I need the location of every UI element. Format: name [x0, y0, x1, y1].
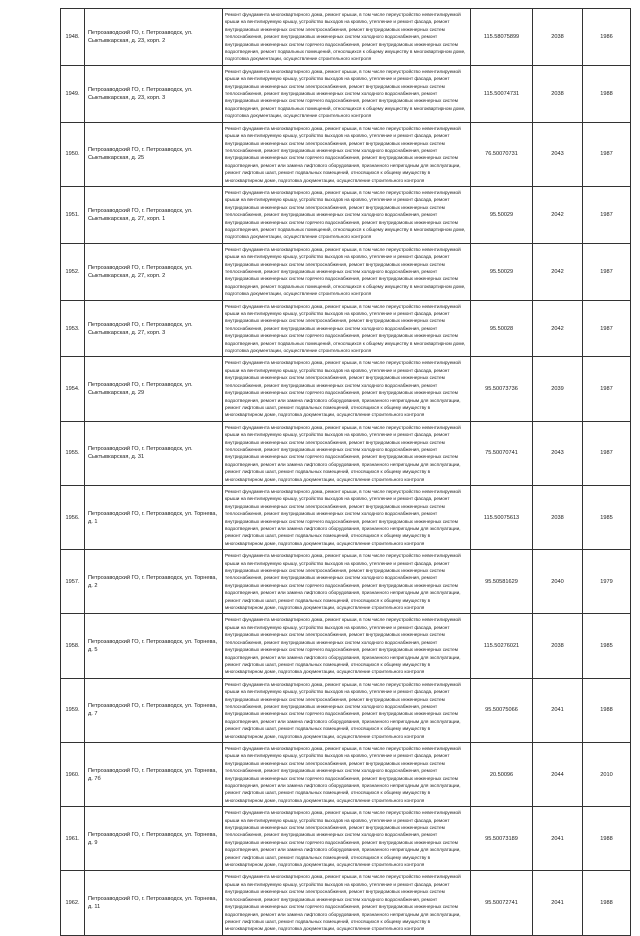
planned-year-cell: 2041	[533, 807, 583, 871]
planned-year-cell: 2038	[533, 65, 583, 122]
works-description-cell: Ремонт фундамента многоквартирного дома, ремонт крыши, в том числе переустройство невентилируемой крыши на вентилируемую крышу, устройство выходов на кровлю, утепление и ремонт фасада, ремонт внутридомовых инженерных систем электроснабжения, ремонт внутридомовых инженерных систем теплоснабжения, ремонт внутридомовых инженерных систем холодного водоснабжения, ремонт внутридомовых инженерных систем горячего водоснабжения, ремонт внутридомовых инженерных систем водоотведения, ремонт подвальных помещений, относящихся к общему имуществу в многоквартирном доме, подготовка документации, осуществление строительного контроля	[223, 243, 471, 300]
area-value-cell: 95.50073736	[471, 357, 533, 421]
area-value-cell: 95.50072741	[471, 871, 533, 935]
build-year-cell: 1987	[583, 186, 631, 243]
build-year-cell: 1987	[583, 300, 631, 357]
table-row	[61, 807, 631, 871]
table-row	[61, 300, 631, 357]
table-row	[61, 678, 631, 742]
works-description-cell: Ремонт фундамента многоквартирного дома, ремонт крыши, в том числе переустройство невентилируемой крыши на вентилируемую крышу, устройство выходов на кровлю, утепление и ремонт фасада, ремонт внутридомовых инженерных систем электроснабжения, ремонт внутридомовых инженерных систем теплоснабжения, ремонт внутридомовых инженерных систем холодного водоснабжения, ремонт внутридомовых инженерных систем горячего водоснабжения, ремонт внутридомовых инженерных систем водоотведения, ремонт или замена лифтового оборудования, признанного непригодным для эксплуатации, ремонт лифтовых шахт, ремонт подвальных помещений, относящихся к общему имуществу в многоквартирном доме, подготовка документации, осуществление строительного контроля	[223, 678, 471, 742]
table-row	[61, 550, 631, 614]
area-value-cell: 76.50070731	[471, 122, 533, 186]
area-value-cell: 75.50070741	[471, 421, 533, 485]
address-cell: Петрозаводский ГО, г. Петрозаводск, ул. Сыктывкарская, д. 25	[85, 122, 223, 186]
planned-year-cell: 2042	[533, 186, 583, 243]
build-year-cell: 2010	[583, 742, 631, 806]
planned-year-cell: 2039	[533, 357, 583, 421]
build-year-cell: 1986	[583, 9, 631, 66]
works-description-cell: Ремонт фундамента многоквартирного дома, ремонт крыши, в том числе переустройство невентилируемой крыши на вентилируемую крышу, устройство выходов на кровлю, утепление и ремонт фасада, ремонт внутридомовых инженерных систем электроснабжения, ремонт внутридомовых инженерных систем теплоснабжения, ремонт внутридомовых инженерных систем холодного водоснабжения, ремонт внутридомовых инженерных систем горячего водоснабжения, ремонт внутридомовых инженерных систем водоотведения, ремонт или замена лифтового оборудования, признанного непригодным для эксплуатации, ремонт лифтовых шахт, ремонт подвальных помещений, относящихся к общему имуществу в многоквартирном доме, подготовка документации, осуществление строительного контроля	[223, 742, 471, 806]
area-value-cell: 115.50276021	[471, 614, 533, 678]
row-number: 1957.	[61, 550, 85, 614]
build-year-cell: 1987	[583, 122, 631, 186]
address-cell: Петрозаводский ГО, г. Петрозаводск, ул. Торнева, д. 5	[85, 614, 223, 678]
planned-year-cell: 2042	[533, 300, 583, 357]
works-description-cell: Ремонт фундамента многоквартирного дома, ремонт крыши, в том числе переустройство невентилируемой крыши на вентилируемую крышу, устройство выходов на кровлю, утепление и ремонт фасада, ремонт внутридомовых инженерных систем электроснабжения, ремонт внутридомовых инженерных систем теплоснабжения, ремонт внутридомовых инженерных систем холодного водоснабжения, ремонт внутридомовых инженерных систем горячего водоснабжения, ремонт внутридомовых инженерных систем водоотведения, ремонт или замена лифтового оборудования, признанного непригодным для эксплуатации, ремонт лифтовых шахт, ремонт подвальных помещений, относящихся к общему имуществу в многоквартирном доме, подготовка документации, осуществление строительного контроля	[223, 807, 471, 871]
works-description-cell: Ремонт фундамента многоквартирного дома, ремонт крыши, в том числе переустройство невентилируемой крыши на вентилируемую крышу, устройство выходов на кровлю, утепление и ремонт фасада, ремонт внутридомовых инженерных систем электроснабжения, ремонт внутридомовых инженерных систем теплоснабжения, ремонт внутридомовых инженерных систем холодного водоснабжения, ремонт внутридомовых инженерных систем горячего водоснабжения, ремонт внутридомовых инженерных систем водоотведения, ремонт подвальных помещений, относящихся к общему имуществу в многоквартирном доме, подготовка документации, осуществление строительного контроля	[223, 9, 471, 66]
build-year-cell: 1988	[583, 807, 631, 871]
works-description-cell: Ремонт фундамента многоквартирного дома, ремонт крыши, в том числе переустройство невентилируемой крыши на вентилируемую крышу, устройство выходов на кровлю, утепление и ремонт фасада, ремонт внутридомовых инженерных систем электроснабжения, ремонт внутридомовых инженерных систем теплоснабжения, ремонт внутридомовых инженерных систем холодного водоснабжения, ремонт внутридомовых инженерных систем горячего водоснабжения, ремонт внутридомовых инженерных систем водоотведения, ремонт или замена лифтового оборудования, признанного непригодным для эксплуатации, ремонт лифтовых шахт, ремонт подвальных помещений, относящихся к общему имуществу в многоквартирном доме, подготовка документации, осуществление строительного контроля	[223, 550, 471, 614]
area-value-cell: 115.50074731	[471, 65, 533, 122]
area-value-cell: 20.50096	[471, 742, 533, 806]
build-year-cell: 1988	[583, 871, 631, 935]
row-number: 1950.	[61, 122, 85, 186]
works-description-cell: Ремонт фундамента многоквартирного дома, ремонт крыши, в том числе переустройство невентилируемой крыши на вентилируемую крышу, устройство выходов на кровлю, утепление и ремонт фасада, ремонт внутридомовых инженерных систем электроснабжения, ремонт внутридомовых инженерных систем теплоснабжения, ремонт внутридомовых инженерных систем холодного водоснабжения, ремонт внутридомовых инженерных систем горячего водоснабжения, ремонт внутридомовых инженерных систем водоотведения, ремонт подвальных помещений, относящихся к общему имуществу в многоквартирном доме, подготовка документации, осуществление строительного контроля	[223, 65, 471, 122]
works-description-cell: Ремонт фундамента многоквартирного дома, ремонт крыши, в том числе переустройство невентилируемой крыши на вентилируемую крышу, устройство выходов на кровлю, утепление и ремонт фасада, ремонт внутридомовых инженерных систем электроснабжения, ремонт внутридомовых инженерных систем теплоснабжения, ремонт внутридомовых инженерных систем холодного водоснабжения, ремонт внутридомовых инженерных систем горячего водоснабжения, ремонт внутридомовых инженерных систем водоотведения, ремонт или замена лифтового оборудования, признанного непригодным для эксплуатации, ремонт лифтовых шахт, ремонт подвальных помещений, относящихся к общему имуществу в многоквартирном доме, подготовка документации, осуществление строительного контроля	[223, 871, 471, 935]
row-number: 1961.	[61, 807, 85, 871]
table-row	[61, 243, 631, 300]
build-year-cell: 1987	[583, 357, 631, 421]
address-cell: Петрозаводский ГО, г. Петрозаводск, ул. Сыктывкарская, д. 27, корп. 3	[85, 300, 223, 357]
address-cell: Петрозаводский ГО, г. Петрозаводск, ул. Сыктывкарская, д. 23, корп. 3	[85, 65, 223, 122]
build-year-cell: 1987	[583, 421, 631, 485]
address-cell: Петрозаводский ГО, г. Петрозаводск, ул. Торнева, д. 1	[85, 485, 223, 549]
row-number: 1954.	[61, 357, 85, 421]
row-number: 1955.	[61, 421, 85, 485]
row-number: 1960.	[61, 742, 85, 806]
planned-year-cell: 2038	[533, 485, 583, 549]
address-cell: Петрозаводский ГО, г. Петрозаводск, ул. Сыктывкарская, д. 31	[85, 421, 223, 485]
planned-year-cell: 2044	[533, 742, 583, 806]
area-value-cell: 95.50581629	[471, 550, 533, 614]
table-row	[61, 742, 631, 806]
table-row	[61, 122, 631, 186]
row-number: 1956.	[61, 485, 85, 549]
build-year-cell: 1979	[583, 550, 631, 614]
table-row	[61, 485, 631, 549]
area-value-cell: 115.58075899	[471, 9, 533, 66]
works-description-cell: Ремонт фундамента многоквартирного дома, ремонт крыши, в том числе переустройство невентилируемой крыши на вентилируемую крышу, устройство выходов на кровлю, утепление и ремонт фасада, ремонт внутридомовых инженерных систем электроснабжения, ремонт внутридомовых инженерных систем теплоснабжения, ремонт внутридомовых инженерных систем холодного водоснабжения, ремонт внутридомовых инженерных систем горячего водоснабжения, ремонт внутридомовых инженерных систем водоотведения, ремонт подвальных помещений, относящихся к общему имуществу в многоквартирном доме, подготовка документации, осуществление строительного контроля	[223, 186, 471, 243]
row-number: 1951.	[61, 186, 85, 243]
build-year-cell: 1985	[583, 614, 631, 678]
address-cell: Петрозаводский ГО, г. Петрозаводск, ул. Сыктывкарская, д. 27, корп. 2	[85, 243, 223, 300]
address-cell: Петрозаводский ГО, г. Петрозаводск, ул. Торнева, д. 7б	[85, 742, 223, 806]
address-cell: Петрозаводский ГО, г. Петрозаводск, ул. Сыктывкарская, д. 23, корп. 2	[85, 9, 223, 66]
table-row	[61, 871, 631, 935]
address-cell: Петрозаводский ГО, г. Петрозаводск, ул. Торнева, д. 7	[85, 678, 223, 742]
table-row	[61, 421, 631, 485]
row-number: 1959.	[61, 678, 85, 742]
address-cell: Петрозаводский ГО, г. Петрозаводск, ул. Торнева, д. 2	[85, 550, 223, 614]
address-cell: Петрозаводский ГО, г. Петрозаводск, ул. Сыктывкарская, д. 27, корп. 1	[85, 186, 223, 243]
address-cell: Петрозаводский ГО, г. Петрозаводск, ул. Сыктывкарская, д. 29	[85, 357, 223, 421]
row-number: 1958.	[61, 614, 85, 678]
planned-year-cell: 2043	[533, 421, 583, 485]
works-description-cell: Ремонт фундамента многоквартирного дома, ремонт крыши, в том числе переустройство невентилируемой крыши на вентилируемую крышу, устройство выходов на кровлю, утепление и ремонт фасада, ремонт внутридомовых инженерных систем электроснабжения, ремонт внутридомовых инженерных систем теплоснабжения, ремонт внутридомовых инженерных систем холодного водоснабжения, ремонт внутридомовых инженерных систем горячего водоснабжения, ремонт внутридомовых инженерных систем водоотведения, ремонт подвальных помещений, относящихся к общему имуществу в многоквартирном доме, подготовка документации, осуществление строительного контроля	[223, 300, 471, 357]
area-value-cell: 95.50075066	[471, 678, 533, 742]
planned-year-cell: 2041	[533, 871, 583, 935]
table-row	[61, 614, 631, 678]
area-value-cell: 95.50073189	[471, 807, 533, 871]
table-row	[61, 65, 631, 122]
works-description-cell: Ремонт фундамента многоквартирного дома, ремонт крыши, в том числе переустройство невентилируемой крыши на вентилируемую крышу, устройство выходов на кровлю, утепление и ремонт фасада, ремонт внутридомовых инженерных систем электроснабжения, ремонт внутридомовых инженерных систем теплоснабжения, ремонт внутридомовых инженерных систем холодного водоснабжения, ремонт внутридомовых инженерных систем горячего водоснабжения, ремонт внутридомовых инженерных систем водоотведения, ремонт или замена лифтового оборудования, признанного непригодным для эксплуатации, ремонт лифтовых шахт, ремонт подвальных помещений, относящихся к общему имуществу в многоквартирном доме, подготовка документации, осуществление строительного контроля	[223, 421, 471, 485]
address-cell: Петрозаводский ГО, г. Петрозаводск, ул. Торнева, д. 11	[85, 871, 223, 935]
area-value-cell: 95.50029	[471, 243, 533, 300]
works-description-cell: Ремонт фундамента многоквартирного дома, ремонт крыши, в том числе переустройство невентилируемой крыши на вентилируемую крышу, устройство выходов на кровлю, утепление и ремонт фасада, ремонт внутридомовых инженерных систем электроснабжения, ремонт внутридомовых инженерных систем теплоснабжения, ремонт внутридомовых инженерных систем холодного водоснабжения, ремонт внутридомовых инженерных систем горячего водоснабжения, ремонт внутридомовых инженерных систем водоотведения, ремонт или замена лифтового оборудования, признанного непригодным для эксплуатации, ремонт лифтовых шахт, ремонт подвальных помещений, относящихся к общему имуществу в многоквартирном доме, подготовка документации, осуществление строительного контроля	[223, 122, 471, 186]
planned-year-cell: 2041	[533, 678, 583, 742]
works-description-cell: Ремонт фундамента многоквартирного дома, ремонт крыши, в том числе переустройство невентилируемой крыши на вентилируемую крышу, устройство выходов на кровлю, утепление и ремонт фасада, ремонт внутридомовых инженерных систем электроснабжения, ремонт внутридомовых инженерных систем теплоснабжения, ремонт внутридомовых инженерных систем холодного водоснабжения, ремонт внутридомовых инженерных систем горячего водоснабжения, ремонт внутридомовых инженерных систем водоотведения, ремонт или замена лифтового оборудования, признанного непригодным для эксплуатации, ремонт лифтовых шахт, ремонт подвальных помещений, относящихся к общему имуществу в многоквартирном доме, подготовка документации, осуществление строительного контроля	[223, 614, 471, 678]
planned-year-cell: 2042	[533, 243, 583, 300]
build-year-cell: 1988	[583, 678, 631, 742]
row-number: 1949.	[61, 65, 85, 122]
row-number: 1948.	[61, 9, 85, 66]
works-description-cell: Ремонт фундамента многоквартирного дома, ремонт крыши, в том числе переустройство невентилируемой крыши на вентилируемую крышу, устройство выходов на кровлю, утепление и ремонт фасада, ремонт внутридомовых инженерных систем электроснабжения, ремонт внутридомовых инженерных систем теплоснабжения, ремонт внутридомовых инженерных систем холодного водоснабжения, ремонт внутридомовых инженерных систем горячего водоснабжения, ремонт внутридомовых инженерных систем водоотведения, ремонт или замена лифтового оборудования, признанного непригодным для эксплуатации, ремонт лифтовых шахт, ремонт подвальных помещений, относящихся к общему имуществу в многоквартирном доме, подготовка документации, осуществление строительного контроля	[223, 485, 471, 549]
planned-year-cell: 2040	[533, 550, 583, 614]
area-value-cell: 95.50029	[471, 186, 533, 243]
area-value-cell: 95.50028	[471, 300, 533, 357]
table-row	[61, 186, 631, 243]
table-row	[61, 357, 631, 421]
build-year-cell: 1988	[583, 65, 631, 122]
planned-year-cell: 2038	[533, 9, 583, 66]
planned-year-cell: 2043	[533, 122, 583, 186]
table-row	[61, 9, 631, 66]
build-year-cell: 1985	[583, 485, 631, 549]
capital-repair-table	[60, 8, 631, 936]
works-description-cell: Ремонт фундамента многоквартирного дома, ремонт крыши, в том числе переустройство невентилируемой крыши на вентилируемую крышу, устройство выходов на кровлю, утепление и ремонт фасада, ремонт внутридомовых инженерных систем электроснабжения, ремонт внутридомовых инженерных систем теплоснабжения, ремонт внутридомовых инженерных систем холодного водоснабжения, ремонт внутридомовых инженерных систем горячего водоснабжения, ремонт внутридомовых инженерных систем водоотведения, ремонт или замена лифтового оборудования, признанного непригодным для эксплуатации, ремонт лифтовых шахт, ремонт подвальных помещений, относящихся к общему имуществу в многоквартирном доме, подготовка документации, осуществление строительного контроля	[223, 357, 471, 421]
build-year-cell: 1987	[583, 243, 631, 300]
row-number: 1952.	[61, 243, 85, 300]
row-number: 1962.	[61, 871, 85, 935]
area-value-cell: 115.50075613	[471, 485, 533, 549]
address-cell: Петрозаводский ГО, г. Петрозаводск, ул. Торнева, д. 9	[85, 807, 223, 871]
table-body	[61, 9, 631, 936]
planned-year-cell: 2038	[533, 614, 583, 678]
row-number: 1953.	[61, 300, 85, 357]
